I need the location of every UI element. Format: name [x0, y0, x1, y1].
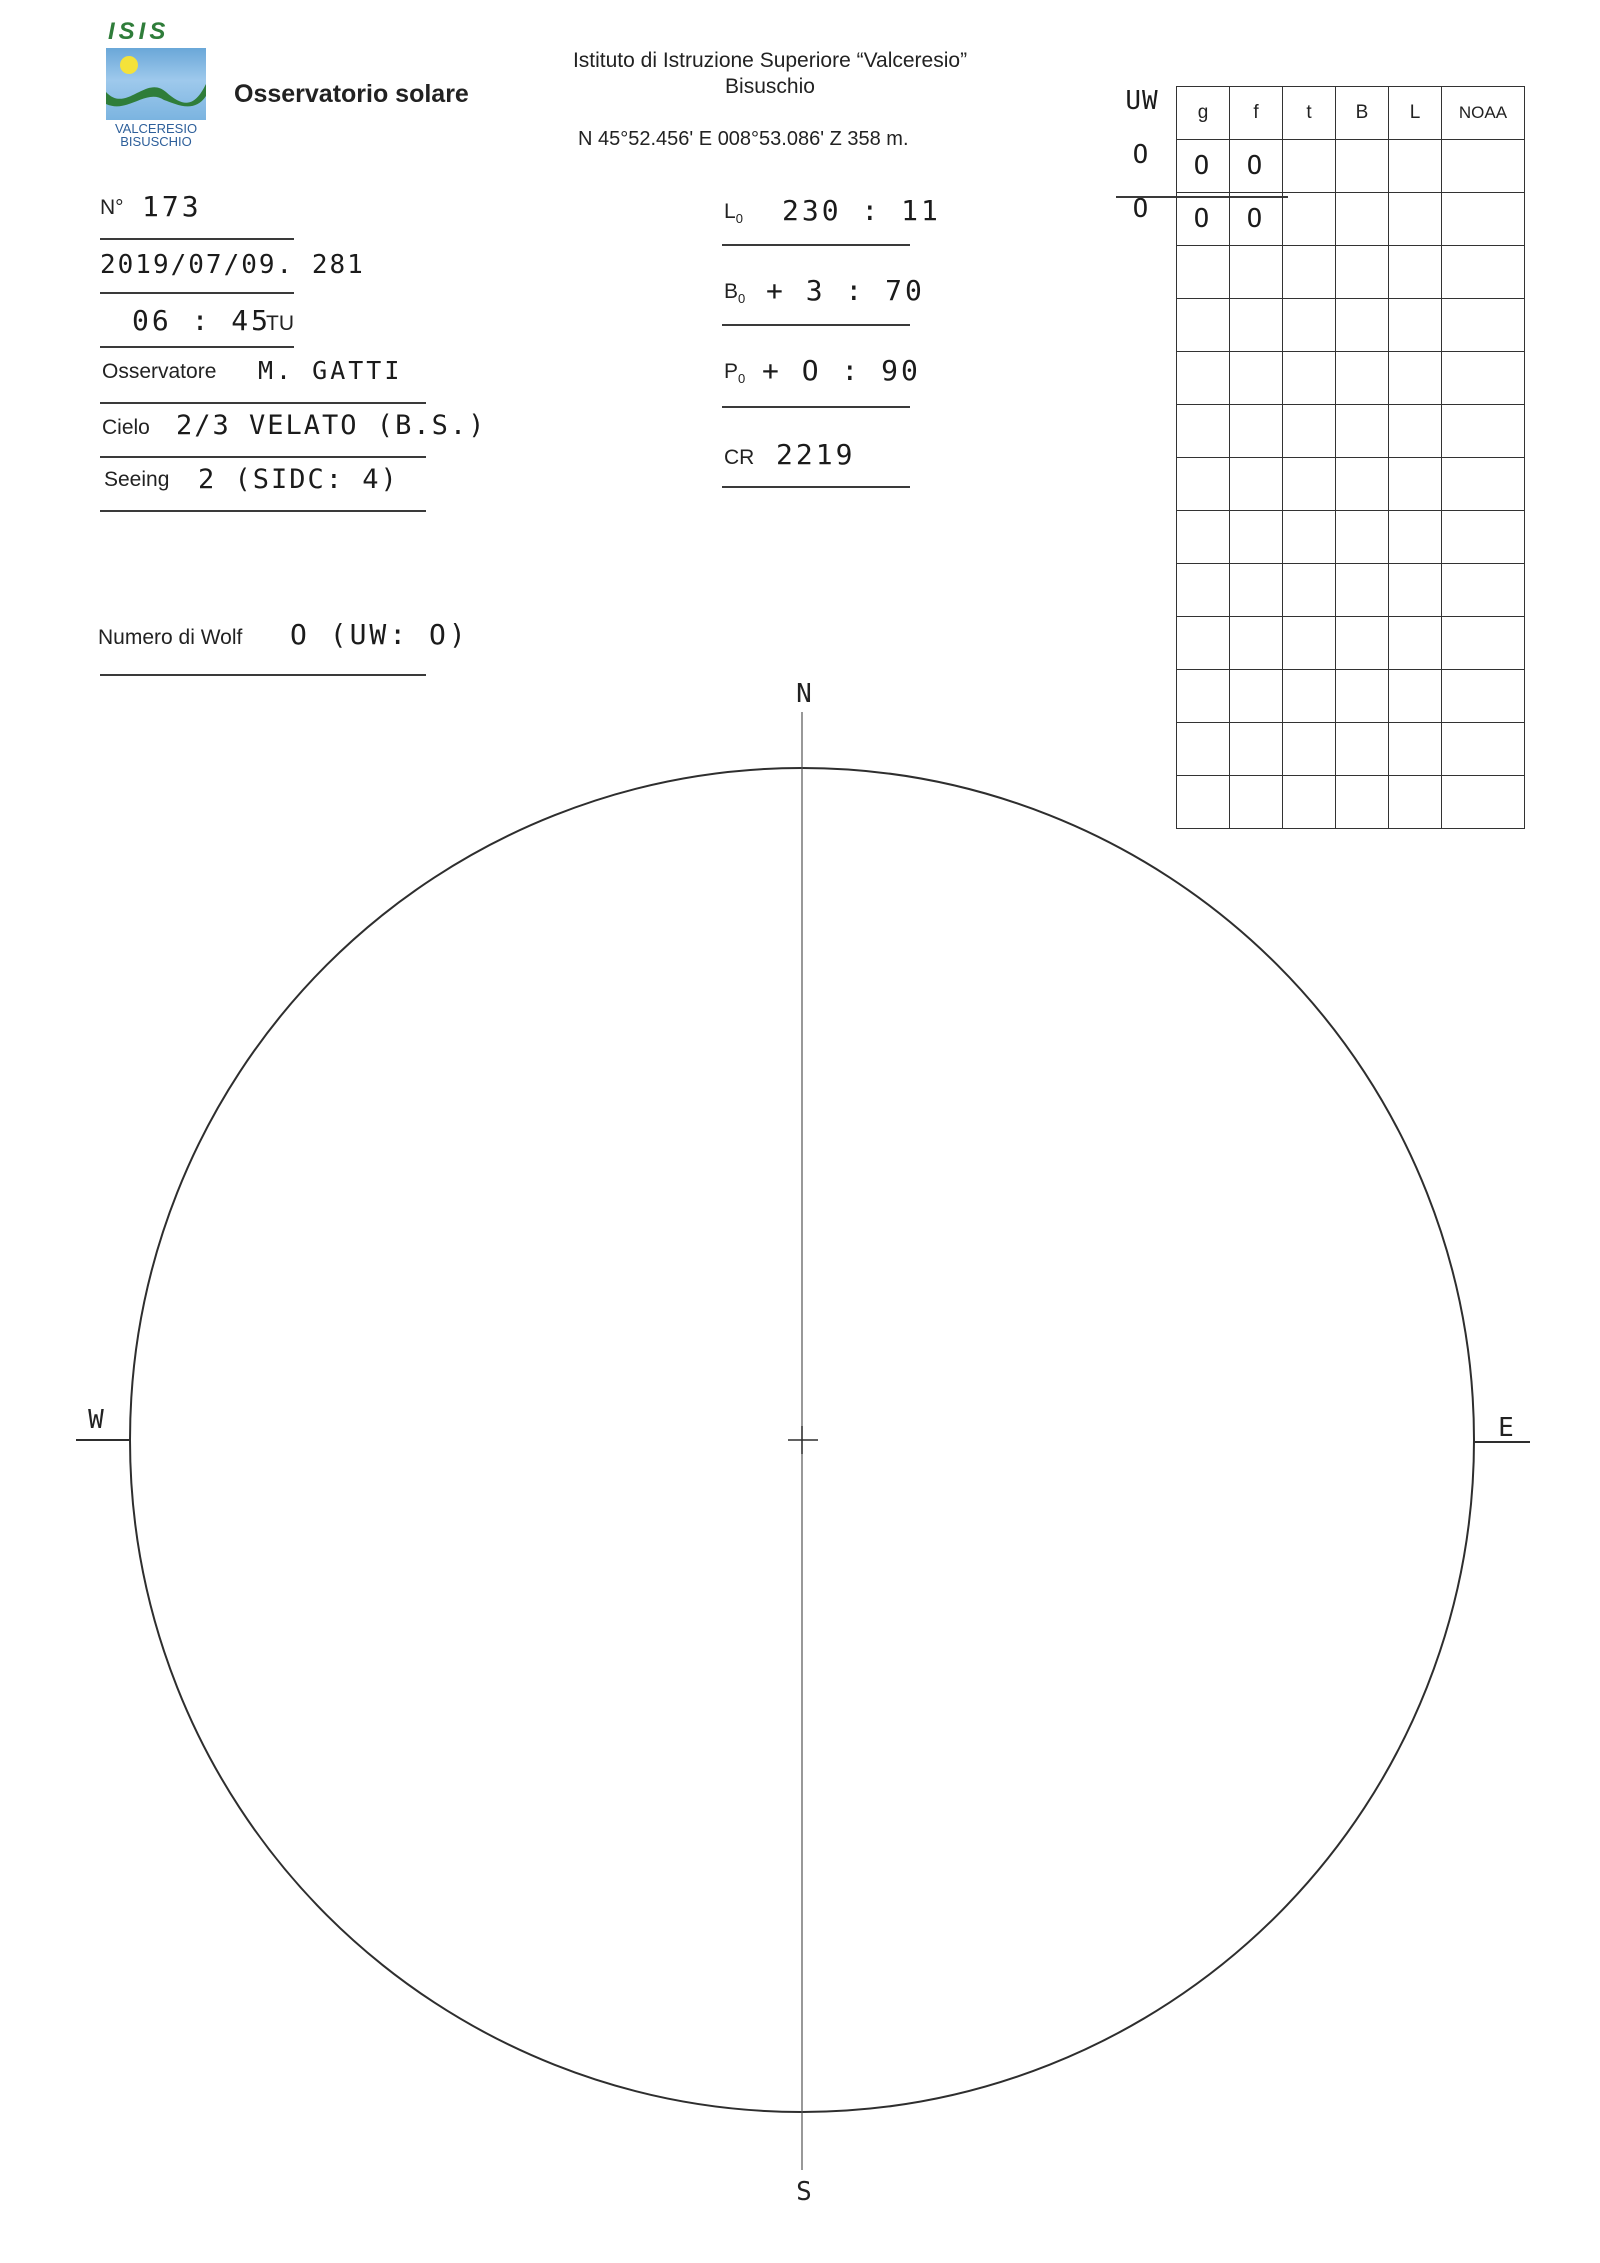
institute-name: Istituto di Istruzione Superiore “Valceresio” Bisuschio	[572, 49, 968, 98]
l0-label: $L_0$	[724, 200, 743, 227]
uw-header: UW	[1125, 86, 1159, 116]
cr-value: 2219	[776, 438, 856, 471]
time-value: 06 : 45	[132, 304, 272, 337]
uw-value: O	[1132, 194, 1152, 224]
b0-value: + 3 : 70	[766, 274, 925, 307]
header-g: g	[1177, 87, 1230, 140]
page-title: Osservatorio solare	[234, 80, 469, 108]
logo-text: ISIS	[108, 18, 170, 45]
uw-value: O	[1132, 140, 1152, 170]
number-value: 173	[142, 190, 202, 223]
p0-value: + O : 90	[762, 354, 921, 387]
sky-value: 2/3 VELATO (B.S.)	[176, 410, 487, 441]
wolf-label: Numero di Wolf	[98, 626, 243, 649]
p0-label: $P_0$	[724, 360, 746, 387]
header-l: L	[1389, 87, 1442, 140]
north-label: N	[796, 679, 812, 709]
l0-value: 230 : 11	[782, 194, 941, 227]
number-label: N°	[100, 196, 124, 219]
table-cell: O	[1230, 193, 1283, 246]
table-cell: O	[1230, 140, 1283, 193]
coordinates: N 45°52.456' E 008°53.086' Z 358 m.	[578, 128, 909, 150]
west-label: W	[88, 1405, 104, 1435]
table-cell: O	[1177, 193, 1230, 246]
seeing-label: Seeing	[104, 468, 170, 491]
cr-label: CR	[724, 446, 755, 469]
header-t: t	[1283, 87, 1336, 140]
b0-label: $B_0$	[724, 280, 746, 307]
east-label: E	[1498, 1413, 1514, 1443]
wolf-value: O (UW: O)	[290, 618, 469, 651]
seeing-value: 2 (SIDC: 4)	[198, 464, 399, 495]
header-noaa: NOAA	[1442, 87, 1525, 140]
observer-label: Osservatore	[102, 360, 217, 383]
header-b: B	[1336, 87, 1389, 140]
logo-caption: VALCERESIO BISUSCHIO	[114, 121, 198, 149]
header-f: f	[1230, 87, 1283, 140]
date-value: 2019/07/09. 281	[100, 250, 365, 280]
time-unit: TU	[266, 312, 294, 335]
observer-value: M. GATTI	[258, 356, 403, 385]
sky-label: Cielo	[102, 416, 150, 439]
table-cell: O	[1177, 140, 1230, 193]
south-label: S	[796, 2177, 812, 2207]
